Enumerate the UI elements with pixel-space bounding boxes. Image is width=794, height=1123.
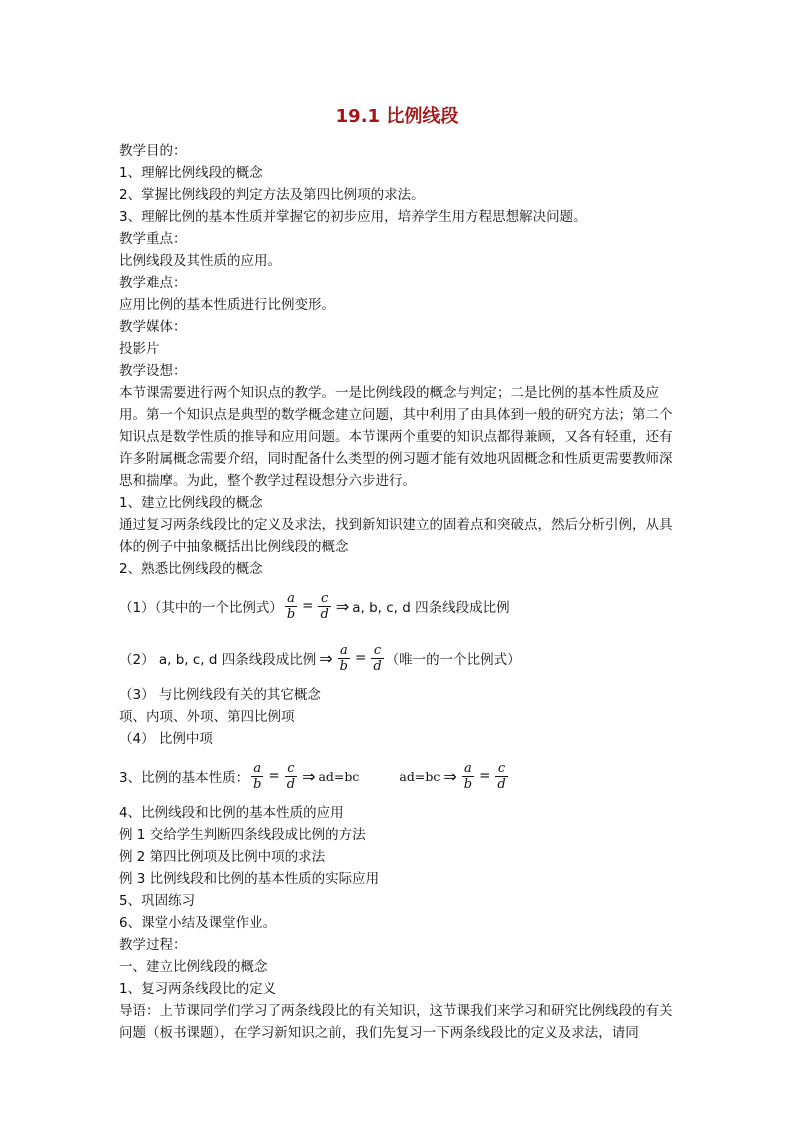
denominator-b: b bbox=[339, 658, 348, 674]
objective-2: 2、掌握比例线段的判定方法及第四比例项的求法。 bbox=[119, 187, 425, 203]
ad-equals-bc: ad=bc bbox=[318, 768, 360, 784]
heading-design: 教学设想： bbox=[119, 363, 187, 379]
design-paragraph: 本节课需要进行两个知识点的教学。一是比例线段的概念与判定；二是比例的基本性质及应用。第一个知识点是典型的数学概念建立问题，其中利用了由具体到一般的研究方法；第二个知识点是数学性质的推导和应用问题。本节课两个重要的知识点都得兼顾，又各有轻重，还有许多附属概念需要介绍，同时配备什么类型的例习题才能有效地巩固概念和性质更需要教师深思和揣摩。为此，整个教学过程设想分六步进行。 bbox=[119, 385, 673, 489]
denominator-b: b bbox=[463, 776, 473, 792]
numerator-a: a bbox=[287, 590, 295, 606]
key-points-text: 比例线段及其性质的应用。 bbox=[119, 253, 281, 269]
document-body bbox=[119, 140, 681, 1044]
formula-1-suffix: a, b, c, d 四条线段成比例 bbox=[352, 600, 510, 616]
denominator-b: b bbox=[286, 606, 296, 622]
objective-3: 3、理解比例的基本性质并掌握它的初步应用，培养学生用方程思想解决问题。 bbox=[119, 209, 587, 225]
implies-arrow: ⇒ bbox=[319, 648, 333, 668]
heading-key-points: 教学重点： bbox=[119, 231, 187, 247]
fraction-a-over-b bbox=[462, 761, 474, 792]
numerator-c: c bbox=[287, 760, 295, 776]
fraction-a-over-b bbox=[338, 643, 350, 674]
heading-process: 教学过程： bbox=[119, 937, 187, 953]
fraction-a-over-b bbox=[251, 761, 263, 792]
section-1-heading: 一、建立比例线段的概念 bbox=[119, 959, 268, 975]
numerator-c: c bbox=[321, 590, 329, 606]
formula-line-2 bbox=[119, 632, 681, 684]
denominator-d: d bbox=[286, 776, 296, 792]
intro-paragraph: 导语：上节课同学们学习了两条线段比的有关知识，这节课我们来学习和研究比例线段的有关问题（板书课题），在学习新知识之前，我们先复习一下两条线段比的定义及求法，请同 bbox=[119, 1003, 673, 1041]
example-3: 例 3 比例线段和比例的基本性质的实际应用 bbox=[119, 871, 380, 887]
formula-1-prefix: （1）（其中的一个比例式） bbox=[119, 600, 283, 616]
implies-arrow: ⇒ bbox=[302, 766, 316, 786]
equals-sign: = bbox=[479, 768, 491, 784]
example-2: 例 2 第四比例项及比例中项的求法 bbox=[119, 849, 326, 865]
step-1-heading: 1、建立比例线段的概念 bbox=[119, 495, 263, 511]
media-text: 投影片 bbox=[119, 341, 160, 357]
step-6-heading: 6、课堂小结及课堂作业。 bbox=[119, 915, 277, 931]
example-1: 例 1 交给学生判断四条线段成比例的方法 bbox=[119, 827, 366, 843]
step-2-heading: 2、熟悉比例线段的概念 bbox=[119, 561, 263, 577]
fraction-a-over-b bbox=[285, 591, 297, 622]
fraction-c-over-d bbox=[285, 761, 297, 792]
step-1-text: 通过复习两条线段比的定义及求法，找到新知识建立的固着点和突破点，然后分析引例，从具体的例子中抽象概括出比例线段的概念 bbox=[119, 517, 673, 555]
equals-sign: = bbox=[355, 650, 367, 666]
review-heading: 1、复习两条线段比的定义 bbox=[119, 981, 277, 997]
formula-line-1 bbox=[119, 580, 681, 632]
implies-arrow: ⇒ bbox=[443, 766, 457, 786]
numerator-c: c bbox=[373, 642, 382, 658]
numerator-a: a bbox=[464, 760, 472, 776]
formula-2-suffix: （唯一的一个比例式） bbox=[385, 652, 521, 668]
numerator-a: a bbox=[339, 642, 348, 658]
heading-difficulties: 教学难点： bbox=[119, 275, 187, 291]
heading-objectives: 教学目的： bbox=[119, 143, 187, 159]
fraction-c-over-d bbox=[371, 643, 383, 674]
equals-sign: = bbox=[302, 598, 314, 614]
fraction-c-over-d bbox=[495, 761, 507, 792]
page-title: 19.1 比例线段 bbox=[335, 106, 459, 127]
implies-arrow: ⇒ bbox=[335, 596, 350, 616]
fraction-c-over-d bbox=[318, 591, 330, 622]
equals-sign: = bbox=[268, 768, 280, 784]
denominator-d: d bbox=[373, 658, 382, 674]
terms-list: 项、内项、外项、第四比例项 bbox=[119, 709, 295, 725]
related-concepts: （3） 与比例线段有关的其它概念 bbox=[119, 687, 321, 703]
denominator-d: d bbox=[497, 776, 506, 792]
formula-2-prefix: （2） a, b, c, d 四条线段成比例 bbox=[119, 652, 317, 668]
mean-proportional: （4） 比例中项 bbox=[119, 731, 213, 747]
difficulties-text: 应用比例的基本性质进行比例变形。 bbox=[119, 297, 335, 313]
step-4-heading: 4、比例线段和比例的基本性质的应用 bbox=[119, 805, 344, 821]
numerator-a: a bbox=[253, 760, 262, 776]
heading-media: 教学媒体： bbox=[119, 319, 187, 335]
ad-equals-bc-second: ad=bc bbox=[399, 768, 441, 784]
objective-1: 1、理解比例线段的概念 bbox=[119, 165, 263, 181]
denominator-d: d bbox=[320, 606, 329, 622]
formula-3-prefix: 3、比例的基本性质： bbox=[119, 770, 250, 786]
denominator-b: b bbox=[253, 776, 262, 792]
numerator-c: c bbox=[497, 760, 506, 776]
step-5-heading: 5、巩固练习 bbox=[119, 893, 196, 909]
formula-line-3 bbox=[119, 750, 681, 802]
